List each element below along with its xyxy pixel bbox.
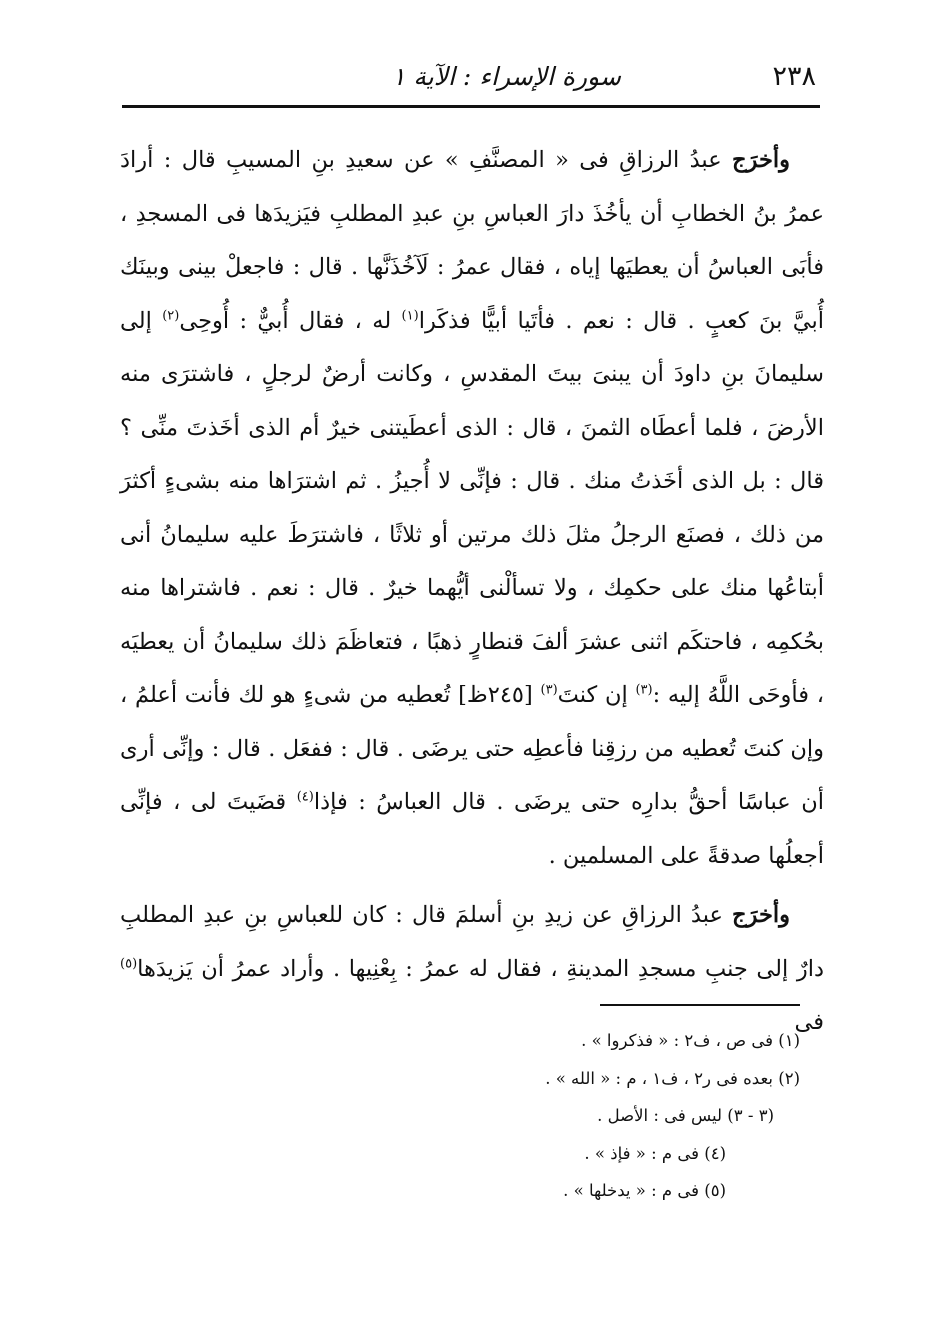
page-header [122,52,822,100]
footnote-3: (٣ - ٣) ليس فى : الأصل . [597,1106,774,1125]
paragraph-1-text-3: إلى سليمانَ بنِ داودَ أن يبنىَ بيتَ المقدسِ ، وكانت أرضٌ لرجلٍ ، فاشترَى منه الأرضَ ، فلما أعطَاه الثمنَ ، قال : الذى أعطَيتنى خيرٌ أم الذى أخَذتَ منِّى ؟ قال : بل الذى أخَذتُ منك . قال : فإنِّى لا أُجيزُ . ثم اشترَاها منه بشىءٍ أكثرَ من ذلك ، فصنَع الرجلُ مثلَ ذلك مرتين أو ثلاثًا ، فاشترَطَ عليه سليمانُ أنى أبتاعُها منك على حكمِك ، ولا تسألْنى أيُّهما خيرٌ . قال : نعم . فاشتراها منه بحُكمِه ، فاحتكَم اثنى عشرَ ألفَ قنطارٍ ذهبًا ، فتعاظَمَ ذلك سليمانُ أن يعطيَه ، فأوحَى اللَّهُ إليه : [120,307,824,708]
footnote-ref-3-open: (٣) [635,682,653,698]
paragraph-1-text-2: له ، فقال أُبيٌّ : أُوحِى [179,307,402,334]
page-number: ٢٣٨ [772,60,816,92]
footnote-ref-3-close: (٣) [540,682,558,698]
paragraph-2-lead: وأخرَج [732,902,790,928]
footnote-ref-4: (٤) [296,789,314,805]
paragraph-1-text-5: تُعطيه من شىءٍ هو لك فأنت أعلمُ ، وإن كنتَ تُعطيه من رزقِنا فأعطِه حتى يرضَى . قال : ففعَل . قال : وإنِّى أرى أن عباسًا أحقُّ بدارِه حتى يرضَى . قال العباسُ : فإذا [120,682,824,815]
paragraph-1-text-1: عبدُ الرزاقِ فى « المصنَّفِ » عن سعيدِ بنِ المسيبِ قال : أرادَ عمرُ بنُ الخطابِ أن يأخُذَ دارَ العباسِ بنِ عبدِ المطلبِ فيَزيدَها فى المسجدِ ، فأبَى العباسُ أن يعطيَها إياه ، فقال عمرُ : لَآخُذَنَّها . قال : فاجعلْ بينى وبينَك أُبيَّ بنَ كعبٍ . قال : نعم . فأتَيا أبيًّا فذكَرا [120,147,824,334]
paragraph-1-text-4: إن كنتَ [557,682,636,708]
footnotes [300,1022,800,1210]
footnote-ref-5: (٥) [120,956,138,971]
running-title: سورة الإسراء : الآية ١ [392,61,621,91]
footnote-1: (١) فى ص ، ف٢ : « فذكروا » . [581,1031,800,1050]
paragraph-2-text-1: عبدُ الرزاقِ عن زيدِ بنِ أسلمَ قال : كان للعباسِ بنِ عبدِ المطلبِ دارٌ إلى جنبِ مسجدِ المدينةِ ، فقال له عمرُ : بِعْنِيها . وأراد عمرُ أن يَزيدَها [120,902,824,982]
footnote-4: (٤) فى م : « فإذ » . [584,1143,726,1163]
footnote-ref-1: (١) [401,308,419,323]
paragraph-1 [120,134,824,883]
header-rule [122,105,820,108]
footnote-rule [600,1004,800,1006]
footnote-ref-2: (٢) [162,308,180,323]
footnote-2: (٢) بعده فى ر٢ ، ف١ ، م : « الله » . [545,1068,800,1088]
footnote-5: (٥) فى م : « يدخلها » . [563,1181,726,1200]
main-text [120,134,824,1050]
paragraph-1-text-6: قضَيتَ لى ، فإنِّى أجعلُها صدقةً على المسلمين . [120,789,824,869]
paragraph-1-lead: وأخرَج [732,147,790,173]
paragraph-2-text-2: فى [794,1009,824,1035]
folio-marker: [٢٤٥ظ] [450,682,541,708]
